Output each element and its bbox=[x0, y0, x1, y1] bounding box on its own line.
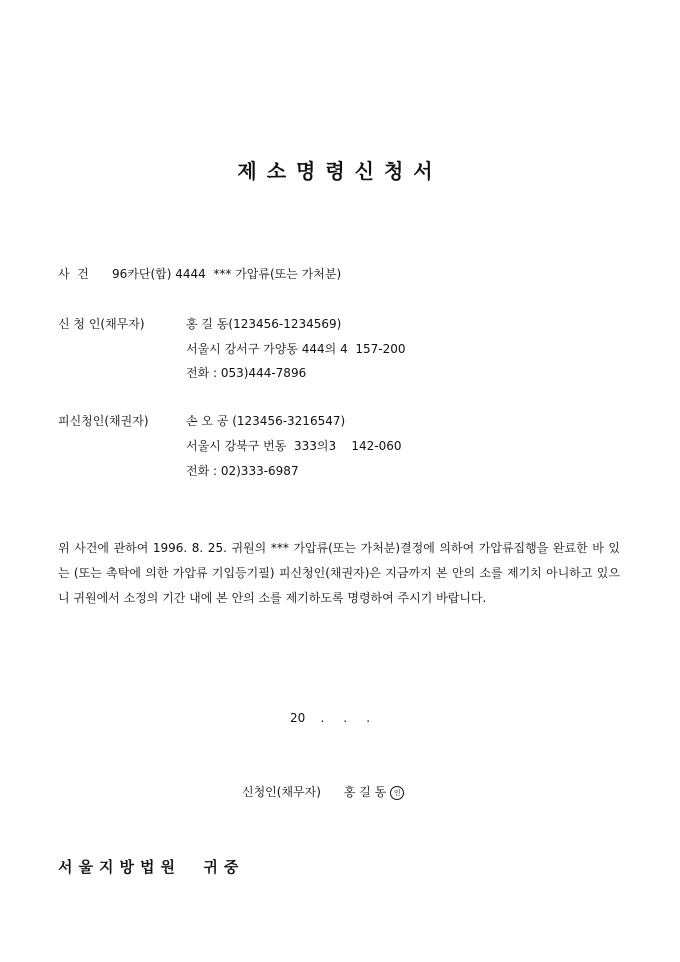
applicant-name: 홍 길 동(123456-1234569) bbox=[186, 317, 342, 331]
filing-date: 20 . . . bbox=[290, 711, 371, 725]
applicant-address: 서울시 강서구 가양동 444의 4 157-200 bbox=[186, 342, 406, 356]
signature-label: 신청인(채무자) bbox=[242, 785, 321, 799]
seal-icon: 인 bbox=[390, 786, 404, 800]
court-addressee: 서울지방법원 귀중 bbox=[58, 858, 245, 876]
applicant-label: 신 청 인(채무자) bbox=[58, 317, 145, 331]
document-title: 제소명령신청서 bbox=[237, 159, 443, 183]
signature-name: 홍 길 동 bbox=[343, 785, 387, 799]
respondent-address: 서울시 강북구 번동 333의3 142-060 bbox=[186, 439, 402, 453]
case-label: 사 건 bbox=[58, 267, 89, 281]
respondent-phone: 전화 : 02)333-6987 bbox=[186, 464, 299, 478]
request-body-text: 위 사건에 관하여 1996. 8. 25. 귀원의 *** 가압류(또는 가처분)결정에 의하여 가압류집행을 완료한 바 있는 (또는 촉탁에 의한 가압류 기입등기필) 피신청인(채권자)은 지금까지 본 안의 소를 제기치 아니하고 있으니 귀원에서 소정의 기간 내에 본 안의 소를 제기하도록 명령하여 주시기 바랍니다. bbox=[58, 541, 620, 605]
applicant-phone: 전화 : 053)444-7896 bbox=[186, 366, 307, 380]
respondent-name: 손 오 공 (123456-3216547) bbox=[186, 414, 346, 428]
respondent-label: 피신청인(채권자) bbox=[58, 414, 149, 428]
signature-line bbox=[242, 783, 404, 800]
case-value: 96카단(합) 4444 *** 가압류(또는 가처분) bbox=[112, 267, 342, 281]
